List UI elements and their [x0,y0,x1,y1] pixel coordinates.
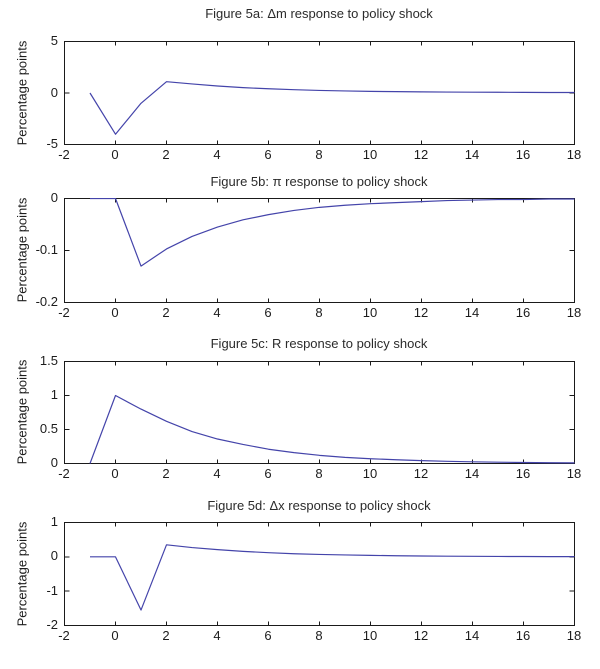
x-tick-label: 6 [264,147,272,162]
x-tick-label: 18 [566,305,582,320]
subplot-title: Figure 5c: R response to policy shock [210,336,428,351]
y-tick-label: 0.5 [39,421,58,436]
x-tick-label: 16 [515,466,531,481]
x-tick-label: 6 [264,466,272,481]
x-tick-label: 6 [264,305,272,320]
y-axis-label: Percentage points [14,40,30,145]
x-tick-label: 4 [213,305,221,320]
y-tick-label: 1 [50,387,58,402]
y-tick-label: -2 [46,617,58,632]
x-tick-label: 8 [315,628,323,643]
x-tick-label: 18 [566,147,582,162]
y-axis-label: Percentage points [14,521,30,626]
x-tick-label: 16 [515,147,531,162]
x-tick-label: -2 [58,628,70,643]
x-tick-label: 12 [413,628,429,643]
subplot-title: Figure 5d: Δx response to policy shock [207,498,431,513]
plot-area [64,522,575,626]
x-tick-label: 12 [413,147,429,162]
x-tick-label: 2 [162,147,170,162]
x-tick-label: 10 [362,147,378,162]
x-tick-label: 14 [464,628,480,643]
x-tick-label: 2 [162,305,170,320]
x-tick-label: 6 [264,628,272,643]
x-tick-label: 10 [362,305,378,320]
response-line [90,545,575,610]
y-tick-label: -1 [46,582,58,598]
x-tick-label: 0 [111,147,119,162]
x-tick-label: 10 [362,628,378,643]
x-tick-label: 8 [315,147,323,162]
y-tick-label: 1.5 [39,353,58,368]
x-tick-label: 8 [315,305,323,320]
y-tick-label: 1 [50,514,58,529]
x-tick-label: 16 [515,305,531,320]
y-tick-label: 5 [50,33,58,48]
y-tick-label: 0 [50,190,58,205]
x-tick-label: 0 [111,305,119,320]
x-tick-label: 2 [162,466,170,481]
x-tick-label: 8 [315,466,323,481]
y-tick-label: -0.2 [35,294,58,309]
x-tick-label: 4 [213,628,221,643]
y-tick-label: 0 [50,455,58,470]
x-tick-label: 14 [464,466,480,481]
x-tick-label: -2 [58,305,70,320]
y-axis-label: Percentage points [14,197,30,303]
x-tick-label: 14 [464,305,480,320]
x-tick-label: 12 [413,305,429,320]
x-tick-label: 10 [362,466,378,481]
y-tick-label: 0 [50,548,58,564]
x-tick-label: 18 [566,628,582,643]
y-tick-label: 0 [50,84,58,100]
y-axis-label: Percentage points [14,359,30,465]
x-tick-label: 16 [515,628,531,643]
subplot-title: Figure 5b: π response to policy shock [210,174,428,189]
x-tick-label: 4 [213,147,221,162]
x-tick-label: 12 [413,466,429,481]
x-tick-label: 0 [111,628,119,643]
x-tick-label: 18 [566,466,582,481]
x-tick-label: 14 [464,147,480,162]
x-tick-label: 0 [111,466,119,481]
y-tick-label: -5 [46,136,58,151]
y-tick-label: -0.1 [35,242,58,257]
x-tick-label: -2 [58,466,70,481]
x-tick-label: 2 [162,628,170,643]
x-tick-label: 4 [213,466,221,481]
subplot-title: Figure 5a: Δm response to policy shock [205,6,433,21]
x-tick-label: -2 [58,147,70,162]
